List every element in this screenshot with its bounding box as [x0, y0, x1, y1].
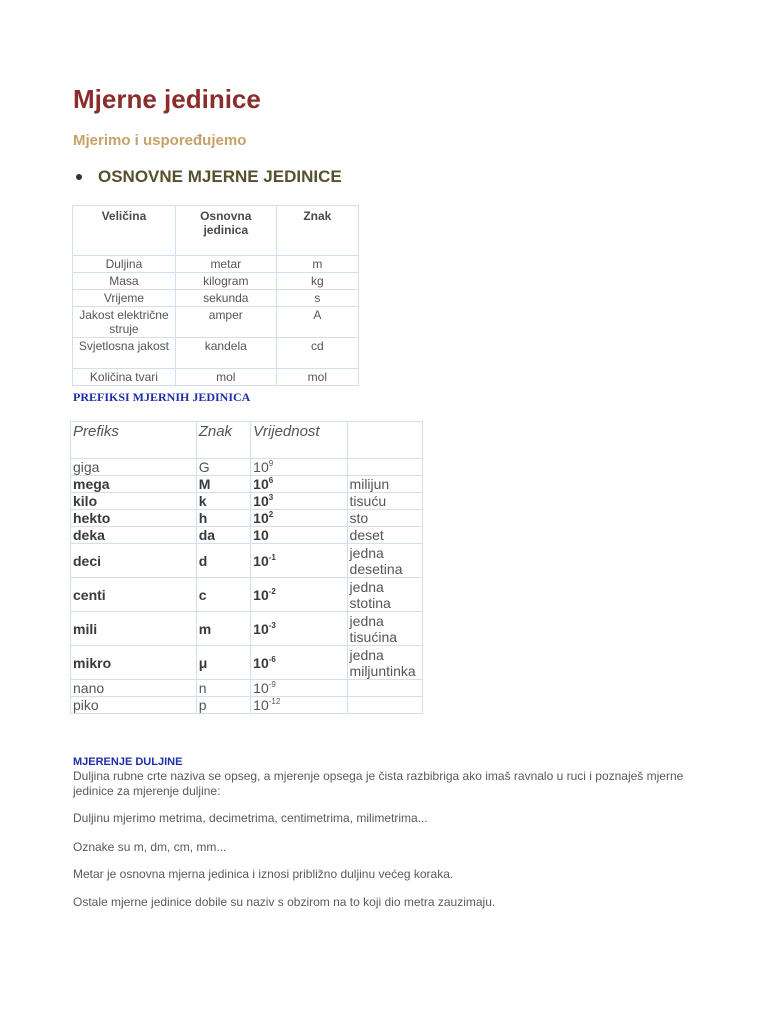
prefix-description: jedna desetina	[347, 544, 422, 578]
table-row	[71, 527, 423, 544]
prefix-description: jedna miljuntinka	[347, 646, 422, 680]
prefix-symbol: h	[196, 510, 250, 527]
table-cell: amper	[175, 307, 276, 338]
value-exponent: -9	[268, 680, 276, 689]
prefix-value	[251, 680, 347, 697]
prefix-symbol: k	[196, 493, 250, 510]
table-cell: kg	[276, 273, 358, 290]
prefix-symbol: da	[196, 527, 250, 544]
value-exponent: 6	[268, 476, 274, 485]
table-row	[73, 307, 359, 338]
prefix-value	[251, 544, 347, 578]
length-heading: MJERENJE DULJINE	[73, 756, 183, 768]
prefix-description: tisuću	[347, 493, 422, 510]
table-row	[71, 459, 423, 476]
table-cell: Duljina	[73, 256, 176, 273]
table-row	[71, 697, 423, 714]
base-units-table	[72, 205, 359, 386]
bullet-icon	[76, 174, 82, 180]
value-base: 10	[253, 510, 269, 526]
prefix-symbol: M	[196, 476, 250, 493]
prefix-symbol: p	[196, 697, 250, 714]
table-row	[73, 290, 359, 307]
value-base: 10	[253, 552, 269, 569]
table-row	[71, 612, 423, 646]
prefix-symbol: G	[196, 459, 250, 476]
prefix-name: mikro	[71, 646, 197, 680]
prefix-symbol: c	[196, 578, 250, 612]
page-subtitle: Mjerimo i uspoređujemo	[73, 132, 247, 149]
value-base: 10	[253, 476, 269, 492]
prefix-heading: PREFIKSI MJERNIH JEDINICA	[73, 390, 251, 404]
table-header-cell: Znak	[276, 206, 358, 256]
table-cell: A	[276, 307, 358, 338]
prefix-value	[251, 646, 347, 680]
prefix-value	[251, 578, 347, 612]
prefix-value	[251, 697, 347, 714]
bullet-item	[73, 167, 342, 187]
value-exponent: -3	[268, 620, 276, 630]
table-cell: Količina tvari	[73, 369, 176, 386]
table-row	[73, 273, 359, 290]
prefix-name: kilo	[71, 493, 197, 510]
table-cell: cd	[276, 338, 358, 369]
prefix-name: deka	[71, 527, 197, 544]
table-header-cell: Osnovna jedinica	[175, 206, 276, 256]
bullet-heading: OSNOVNE MJERNE JEDINICE	[98, 167, 342, 186]
prefix-value	[251, 476, 347, 493]
value-base: 10	[253, 586, 269, 603]
prefix-description: deset	[347, 527, 422, 544]
table-cell: Masa	[73, 273, 176, 290]
prefix-symbol: m	[196, 612, 250, 646]
value-base: 10	[253, 493, 269, 509]
prefix-name: piko	[71, 697, 197, 714]
table-cell: s	[276, 290, 358, 307]
prefix-name: deci	[71, 544, 197, 578]
table-row	[71, 646, 423, 680]
value-base: 10	[253, 680, 269, 696]
prefix-name: mega	[71, 476, 197, 493]
table-cell: Vrijeme	[73, 290, 176, 307]
table-cell: Jakost električne struje	[73, 307, 176, 338]
paragraph: Oznake su m, dm, cm, mm...	[73, 840, 227, 854]
table-cell: m	[276, 256, 358, 273]
value-base: 10	[253, 654, 269, 671]
paragraph: Duljinu mjerimo metrima, decimetrima, centimetrima, milimetrima...	[73, 811, 428, 825]
table-row	[71, 476, 423, 493]
paragraph: Metar je osnovna mjerna jedinica i iznosi približno duljinu većeg koraka.	[73, 867, 454, 881]
table-cell: kandela	[175, 338, 276, 369]
prefix-description: sto	[347, 510, 422, 527]
table-cell: sekunda	[175, 290, 276, 307]
value-exponent: 3	[268, 493, 274, 502]
value-base: 10	[253, 459, 269, 475]
prefix-name: nano	[71, 680, 197, 697]
paragraph: Ostale mjerne jedinice dobile su naziv s obzirom na to koji dio metra zauzimaju.	[73, 895, 496, 909]
prefix-name: giga	[71, 459, 197, 476]
table-header-cell: Prefiks	[71, 422, 197, 459]
table-cell: mol	[276, 369, 358, 386]
table-row	[73, 369, 359, 386]
table-header-cell: Znak	[196, 422, 250, 459]
table-header-cell: Vrijednost	[251, 422, 347, 459]
table-row	[73, 338, 359, 369]
table-cell: Svjetlosna jakost	[73, 338, 176, 369]
prefix-description	[347, 697, 422, 714]
prefix-description: milijun	[347, 476, 422, 493]
table-row	[71, 510, 423, 527]
value-exponent: -1	[268, 552, 276, 562]
table-row	[71, 578, 423, 612]
table-row	[73, 256, 359, 273]
value-exponent: -6	[268, 654, 276, 664]
prefix-description: jedna tisućina	[347, 612, 422, 646]
value-base: 10	[253, 697, 269, 713]
value-base: 10	[253, 620, 269, 637]
table-header-cell: Veličina	[73, 206, 176, 256]
prefix-value	[251, 527, 347, 544]
value-exponent: -2	[268, 586, 276, 596]
prefix-description: jedna stotina	[347, 578, 422, 612]
table-row	[71, 544, 423, 578]
table-cell: kilogram	[175, 273, 276, 290]
prefix-value	[251, 612, 347, 646]
prefix-value	[251, 459, 347, 476]
table-cell: mol	[175, 369, 276, 386]
prefix-name: hekto	[71, 510, 197, 527]
table-header-row	[71, 422, 423, 459]
prefix-symbol: n	[196, 680, 250, 697]
prefix-name: centi	[71, 578, 197, 612]
prefix-name: mili	[71, 612, 197, 646]
prefix-description	[347, 459, 422, 476]
paragraph: Duljina rubne crte naziva se opseg, a mjerenje opsega je čista razbibriga ako imaš ravnalo u ruci i poznaješ mjerne jedinice za mjerenje duljine:	[73, 769, 684, 798]
value-exponent: -12	[268, 697, 281, 706]
prefix-value	[251, 510, 347, 527]
value-exponent: 2	[268, 510, 274, 519]
value-base: 10	[253, 527, 269, 543]
table-row	[71, 493, 423, 510]
prefix-value	[251, 493, 347, 510]
prefix-symbol: μ	[196, 646, 250, 680]
prefix-description	[347, 680, 422, 697]
page-title: Mjerne jedinice	[73, 84, 261, 114]
table-header-cell	[347, 422, 422, 459]
table-header-row	[73, 206, 359, 256]
value-exponent: 9	[268, 459, 274, 468]
prefix-symbol: d	[196, 544, 250, 578]
table-cell: metar	[175, 256, 276, 273]
prefix-table	[70, 421, 423, 714]
table-row	[71, 680, 423, 697]
